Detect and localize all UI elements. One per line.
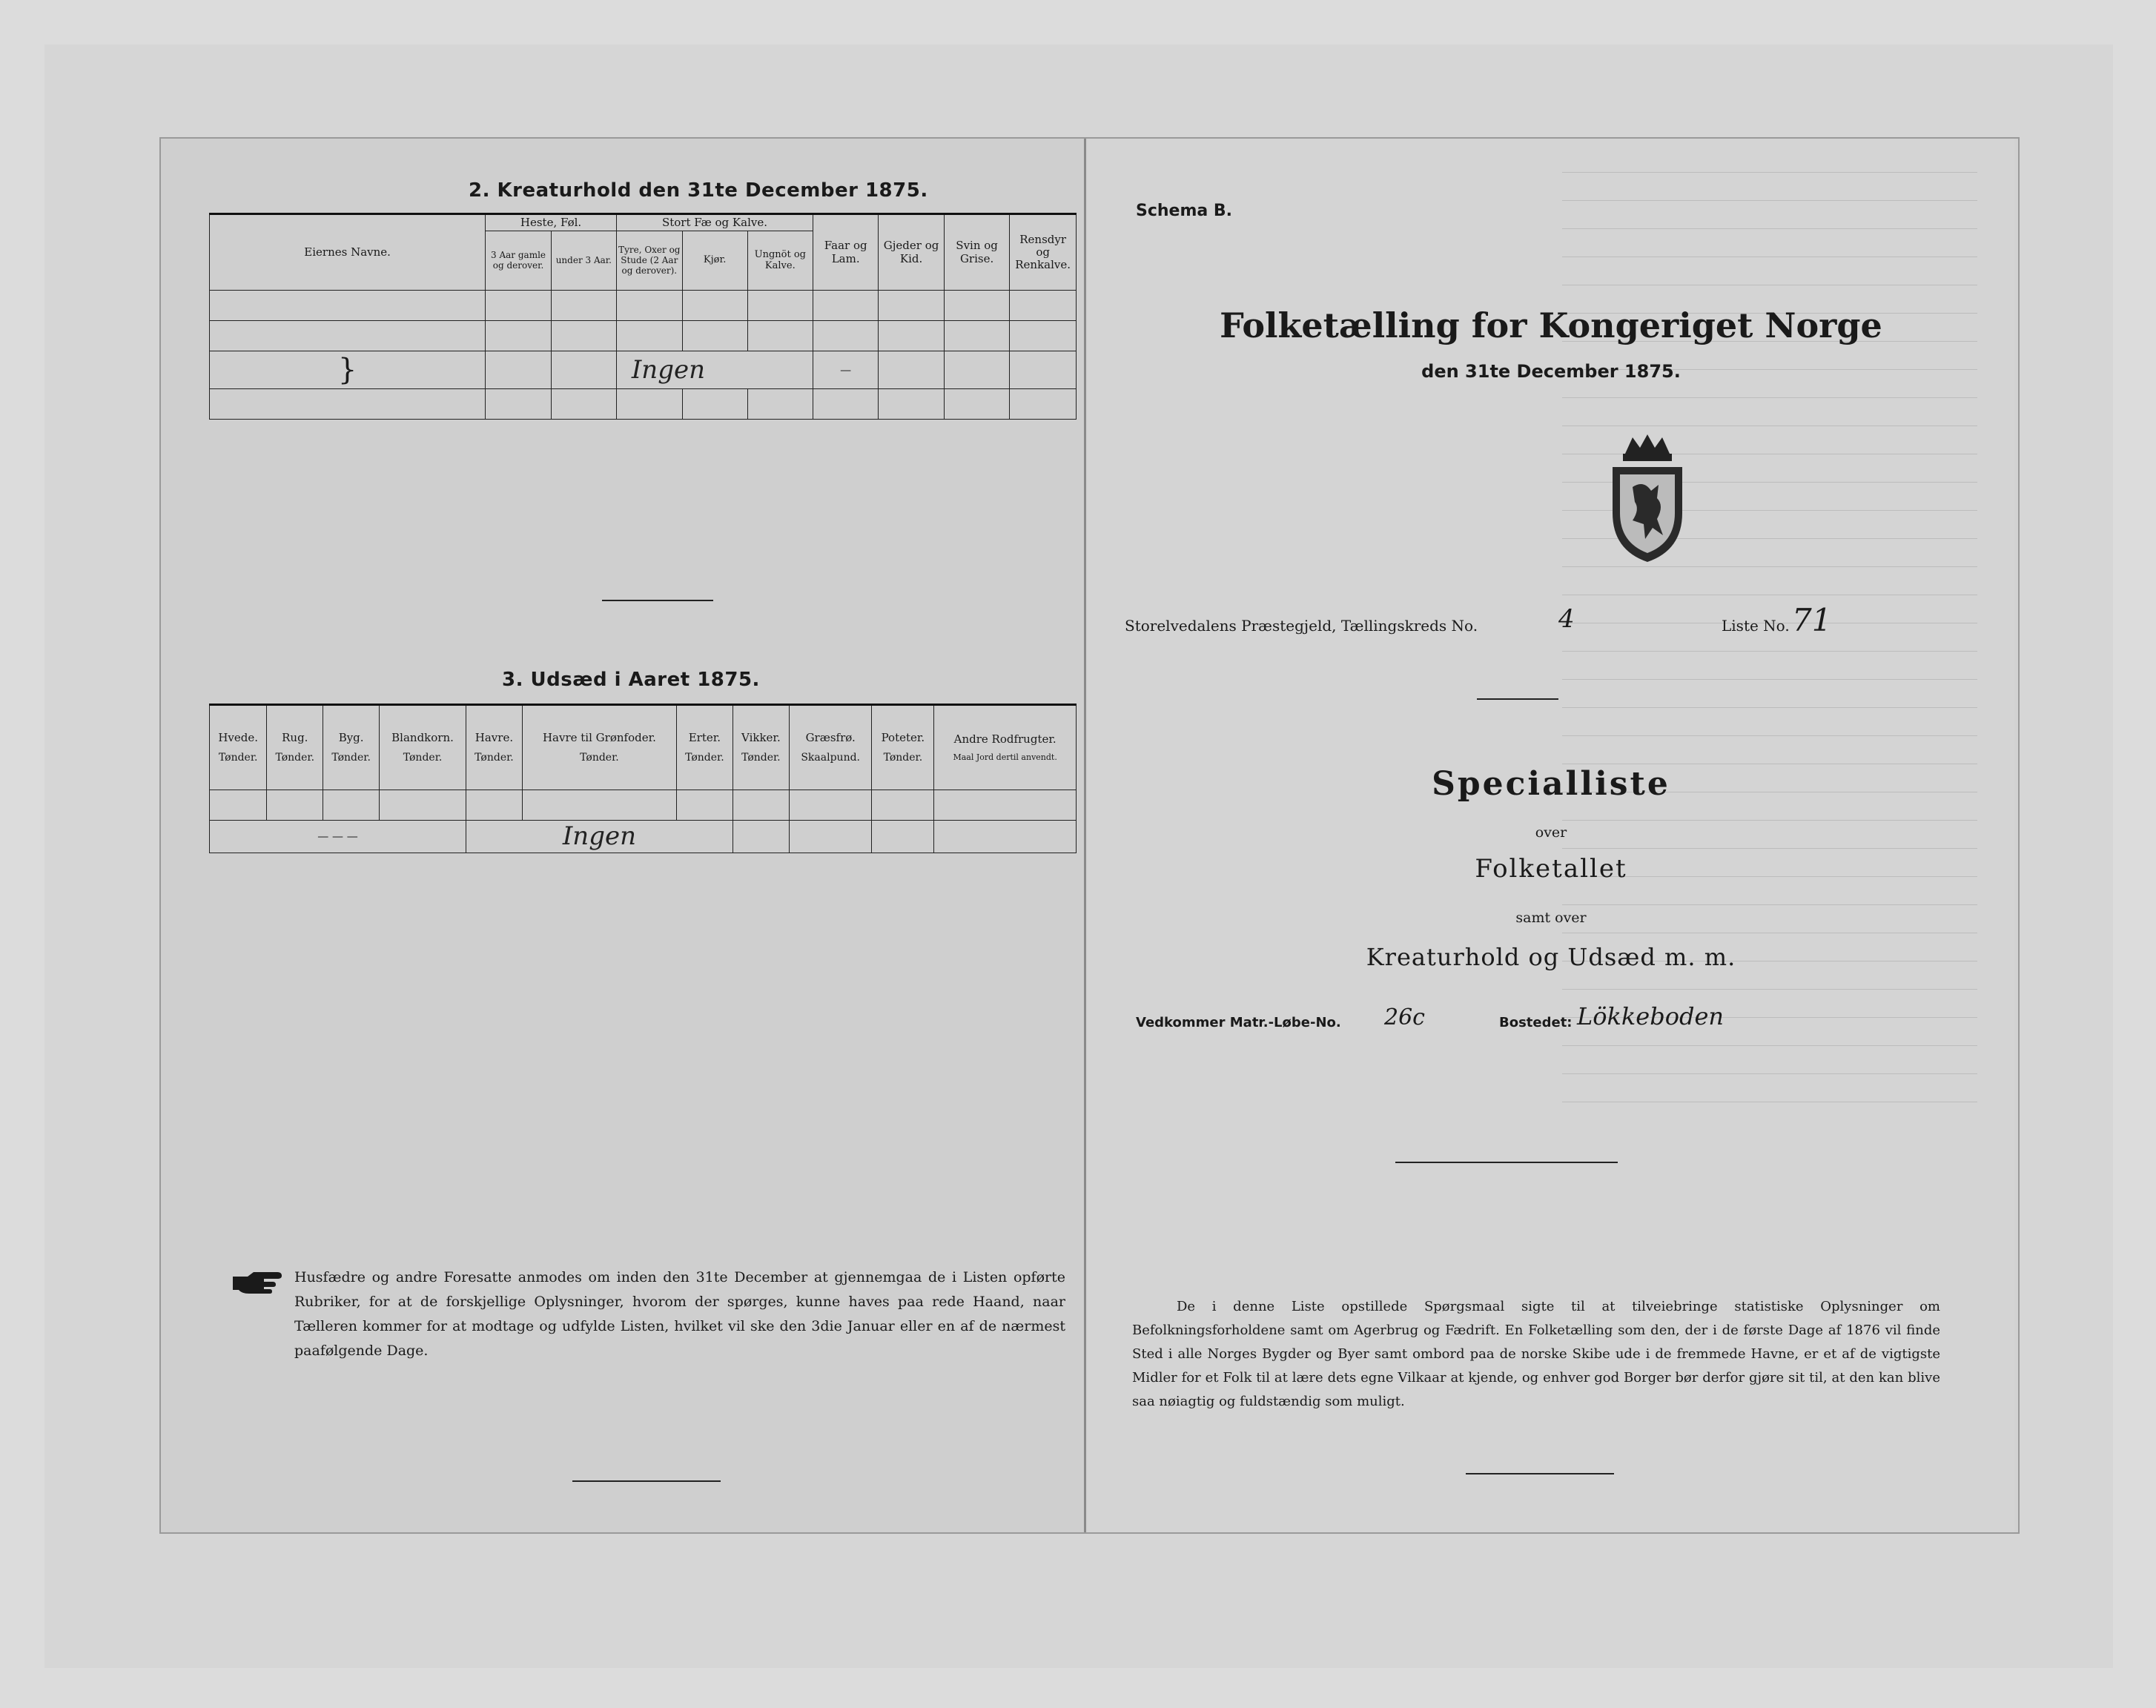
seed-header-unit: Tønder. [580, 752, 619, 764]
notice-text: Husfædre og andre Foresatte anmodes om inden den 31te December at gjennemgaa de i Listen opførte Rubriker, for at de forskjellige Oplysninger, hvorom der spørges, kunne haves paa rede Haand, naar Tælleren kommer for at modtage og udfylde Listen, hvilket vil ske den 3die Januar eller en af de nærmest paafølgende Dage. [294, 1269, 1065, 1359]
table-cell [210, 291, 486, 321]
list-number: 71 [1792, 602, 1832, 638]
over-text: over [1535, 824, 1567, 841]
horses-header: Heste, Føl. [486, 214, 617, 231]
document-spread [159, 137, 2020, 1534]
horses-sub1: 3 Aar gamle og derover. [486, 231, 552, 291]
bosted-label: Bostedet: [1499, 1015, 1573, 1030]
seed-header-1 [267, 705, 323, 790]
table-cell [676, 790, 733, 821]
matr-number: 26c [1384, 1004, 1425, 1030]
handwritten-entry-livestock: Ingen [616, 351, 813, 389]
divider-rule-bottom [572, 1480, 721, 1482]
seed-header-9 [872, 705, 934, 790]
divider-rule-long [1395, 1162, 1618, 1163]
table-cell [380, 790, 466, 821]
cattle-sub1: Tyre, Oxer og Stude (2 Aar og derover). [616, 231, 682, 291]
seed-header-unit: Tønder. [741, 752, 781, 764]
seed-header-8 [789, 705, 872, 790]
seed-header-name: Blandkorn. [391, 730, 454, 744]
folketallet-text: Folketallet [1475, 854, 1627, 884]
owner-header: Eiernes Navne. [210, 214, 486, 291]
table-cell: } [210, 351, 486, 389]
seed-header-name: Havre. [474, 730, 514, 744]
livestock-table: Eiernes Navne. Heste, Føl. Stort Fæ og Kalve. Faar og Lam. Gjeder og Kid. Svin og Grise. Rensdyr og Renkalve. 3 Aar gamle og derover. under 3 Aar. Tyre, Oxer og Stude (2 Aar og derover). Kjør. Ungnöt og Kalve. } Ingen — [209, 213, 1077, 420]
divider-rule [1477, 698, 1558, 700]
seed-header-name: Græsfrø. [805, 730, 856, 744]
seed-header-unit: Tønder. [685, 752, 724, 764]
seed-header-5 [522, 705, 676, 790]
main-date: den 31te December 1875. [1421, 361, 1681, 382]
seed-header-6 [676, 705, 733, 790]
section2-title: 2. Kreaturhold den 31te December 1875. [469, 179, 928, 202]
table-cell [934, 821, 1077, 853]
section3-title: 3. Udsæd i Aaret 1875. [502, 669, 760, 691]
sheep-header: Faar og Lam. [813, 214, 879, 291]
horses-sub2: under 3 Aar. [551, 231, 616, 291]
list-label: Liste No. [1722, 617, 1790, 635]
cattle-sub2: Kjør. [682, 231, 747, 291]
seed-header-unit: Tønder. [403, 752, 443, 764]
district-number: 4 [1558, 604, 1575, 634]
specialliste-heading: Specialliste [1432, 765, 1670, 803]
seed-header-name: Vikker. [741, 730, 781, 744]
table-cell [733, 790, 789, 821]
table-cell [522, 790, 676, 821]
table-cell [323, 790, 380, 821]
divider-rule [602, 600, 713, 601]
seed-header-unit: Tønder. [275, 752, 315, 764]
footer-text: De i denne Liste opstillede Spørgsmaal sigte til at tilveiebringe statistiske Oplysninger om Befolkningsforholdene samt om Agerbrug og Fædrift. En Folketælling som den, der i de første Dage af 1876 vil finde Sted i alle Norges Bygder og Byer samt ombord paa de norske Skibe ude i de fremmede Havne, er et af de vigtigste Midler for et Folk til at lære dets egne Vilkaar at kjende, og enhver god Borger bør derfor gjøre sit til, at den kan blive saa nøiagtig og fuldstændig som muligt. [1132, 1299, 1940, 1409]
seed-header-unit: Tønder. [474, 752, 514, 764]
seed-header-unit: Tønder. [218, 752, 258, 764]
seed-header-name: Rug. [282, 730, 308, 744]
matr-label: Vedkommer Matr.-Løbe-No. [1136, 1015, 1341, 1030]
seed-header-2 [323, 705, 380, 790]
seed-header-name: Hvede. [218, 730, 259, 744]
seed-header-name: Andre Rodfrugter. [953, 732, 1056, 746]
pigs-header: Svin og Grise. [944, 214, 1009, 291]
table-cell [789, 821, 872, 853]
cattle-header: Stort Fæ og Kalve. [616, 214, 813, 231]
reindeer-header: Rensdyr og Renkalve. [1010, 214, 1077, 291]
table-cell [210, 790, 267, 821]
main-title: Folketælling for Kongeriget Norge [1220, 305, 1882, 345]
right-page [1088, 139, 2014, 1532]
table-cell [934, 790, 1077, 821]
seed-header-unit: Maal Jord dertil anvendt. [953, 752, 1057, 762]
table-cell [872, 790, 934, 821]
seed-header-0 [210, 705, 267, 790]
seed-header-unit: Skaalpund. [801, 752, 860, 764]
divider-rule-footer [1466, 1473, 1614, 1474]
table-cell [733, 821, 789, 853]
bosted-value: Lökkeboden [1577, 1002, 1725, 1030]
seed-header-unit: Tønder. [331, 752, 371, 764]
seed-header-4 [466, 705, 523, 790]
goats-header: Gjeder og Kid. [879, 214, 945, 291]
seed-header-7 [733, 705, 789, 790]
table-cell: — — — [210, 821, 466, 853]
table-cell [210, 389, 486, 420]
handwritten-entry-seed [466, 821, 733, 853]
samt-over-text: samt over [1515, 910, 1587, 926]
pointing-hand-icon [231, 1269, 283, 1294]
table-cell [267, 790, 323, 821]
seed-header-name: Havre til Grønfoder. [542, 730, 656, 744]
cattle-sub3: Ungnöt og Kalve. [747, 231, 813, 291]
seed-header-name: Poteter. [881, 730, 925, 744]
seed-header-unit: Tønder. [883, 752, 923, 764]
parish-label: Storelvedalens Præstegjeld, Tællingskreds No. [1125, 617, 1478, 635]
seed-table [209, 704, 1077, 853]
coat-of-arms-icon [1599, 431, 1696, 565]
table-cell [210, 321, 486, 351]
kreaturhold-text: Kreaturhold og Udsæd m. m. [1366, 943, 1736, 971]
seed-header-name: Byg. [338, 730, 364, 744]
schema-label: Schema B. [1136, 202, 1233, 220]
table-cell [466, 790, 523, 821]
seed-header-10 [934, 705, 1077, 790]
seed-header-3 [380, 705, 466, 790]
seed-header-name: Erter. [688, 730, 721, 744]
table-cell [872, 821, 934, 853]
table-cell [789, 790, 872, 821]
left-page [161, 139, 1086, 1532]
handwritten-text: Ingen [562, 821, 636, 851]
